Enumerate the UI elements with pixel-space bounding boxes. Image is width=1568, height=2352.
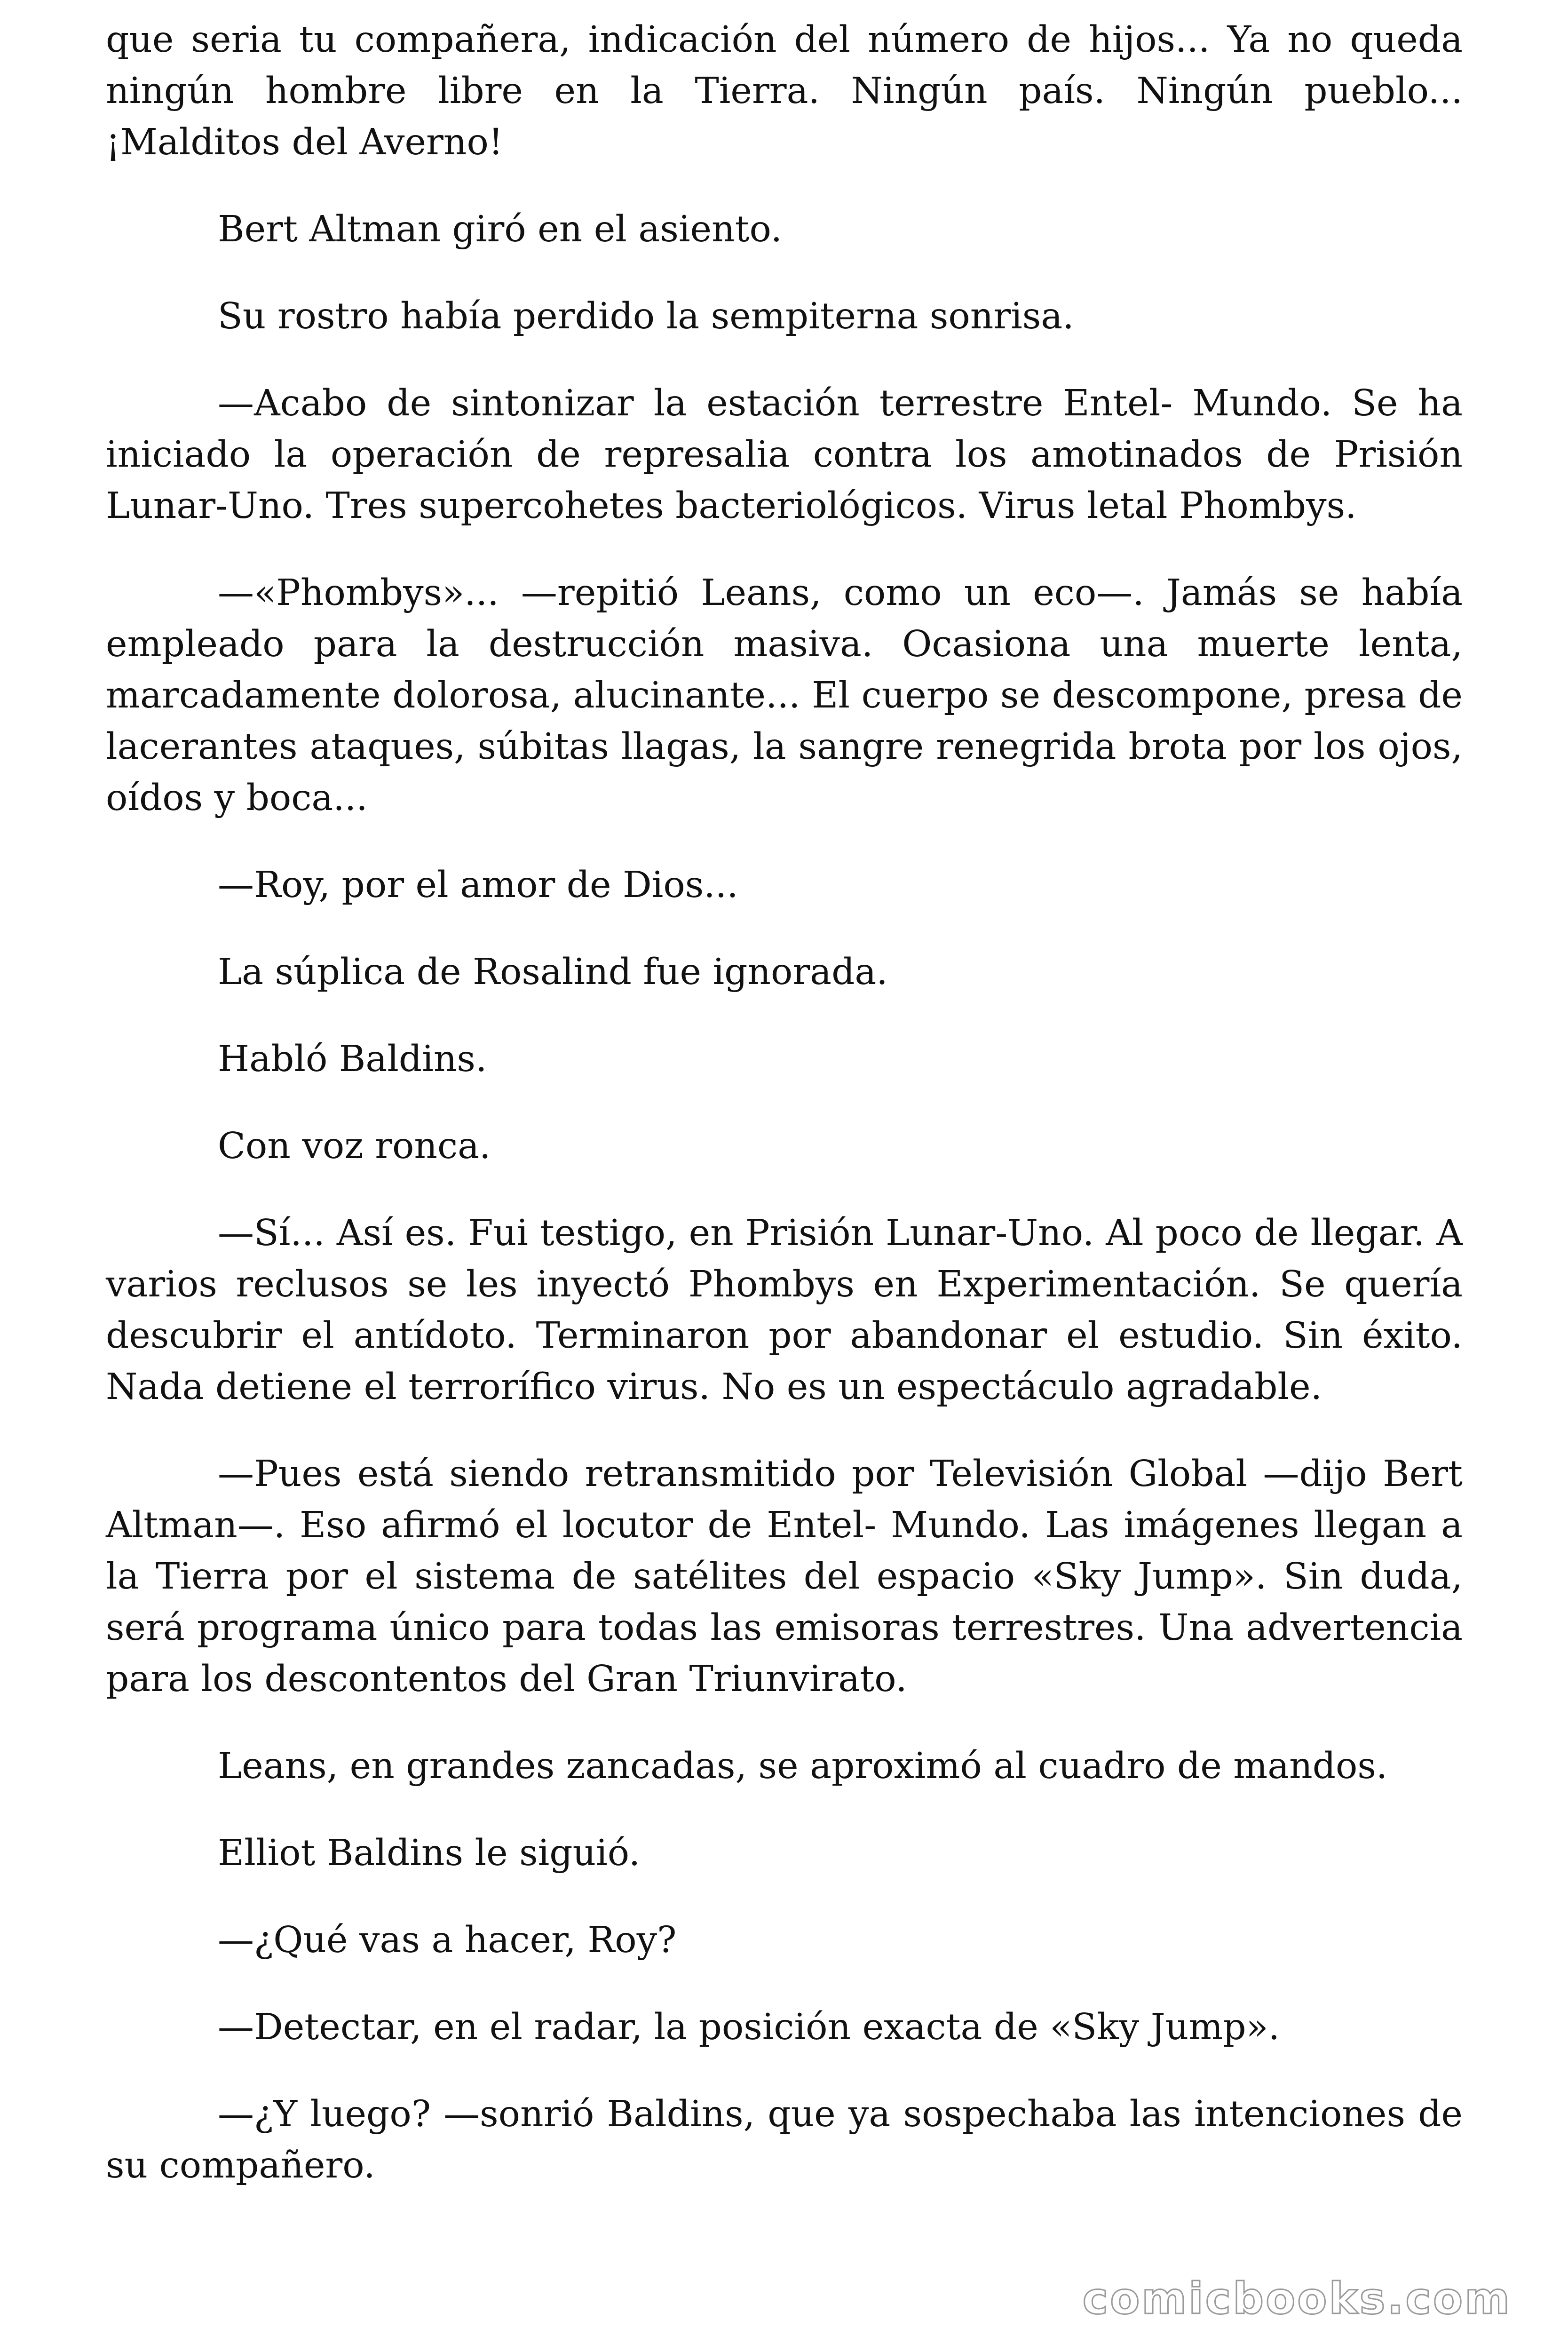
paragraph-11: —Pues está siendo retransmitido por Televisión Global —dijo Bert Altman—. Eso afirmó el locutor de Entel- Mundo. Las imágenes llegan a la Tierra por el sistema de satélites del espacio «Sky Jump». Sin duda, será programa único para todas las emisoras terrestres. Una advertencia para los descontentos del Gran Triunvirato. (106, 1453, 1463, 1700)
paragraph-15: —Detectar, en el radar, la posición exacta de «Sky Jump». (218, 2006, 1280, 2048)
book-page (106, 14, 1463, 2227)
paragraph-4: —Acabo de sintonizar la estación terrestre Entel- Mundo. Se ha iniciado la operación de represalia contra los amotinados de Prisión Lunar-Uno. Tres supercohetes bacteriológicos. Virus letal Phombys. (106, 382, 1463, 527)
paragraph-2: Bert Altman giró en el asiento. (218, 208, 783, 250)
paragraph-1: que seria tu compañera, indicación del número de hijos... Ya no queda ningún hombre libre en la Tierra. Ningún país. Ningún pueblo... ¡Malditos del Averno! (106, 19, 1463, 163)
paragraph-7: La súplica de Rosalind fue ignorada. (218, 951, 888, 993)
paragraph-12: Leans, en grandes zancadas, se aproximó al cuadro de mandos. (218, 1745, 1388, 1787)
watermark-text: comicbooks.com (1082, 2273, 1512, 2324)
paragraph-6: —Roy, por el amor de Dios... (218, 864, 738, 906)
paragraph-5: —«Phombys»... —repitió Leans, como un eco—. Jamás se había empleado para la destrucción masiva. Ocasiona una muerte lenta, marcadamente dolorosa, alucinante... El cuerpo se descompone, presa de lacerantes ataques, súbitas llagas, la sangre renegrida brota por los ojos, oídos y boca... (106, 572, 1463, 819)
paragraph-16: —¿Y luego? —sonrió Baldins, que ya sospechaba las intenciones de su compañero. (106, 2093, 1463, 2186)
paragraph-13: Elliot Baldins le siguió. (218, 1832, 641, 1874)
paragraph-8: Habló Baldins. (218, 1038, 487, 1080)
paragraph-14: —¿Qué vas a hacer, Roy? (218, 1919, 677, 1961)
paragraph-10: —Sí... Así es. Fui testigo, en Prisión Lunar-Uno. Al poco de llegar. A varios reclusos se les inyectó Phombys en Experimentación. Se quería descubrir el antídoto. Terminaron por abandonar el estudio. Sin éxito. Nada detiene el terrorífico virus. No es un espectáculo agradable. (106, 1212, 1463, 1408)
paragraph-3: Su rostro había perdido la sempiterna sonrisa. (218, 295, 1074, 337)
paragraph-9: Con voz ronca. (218, 1125, 491, 1167)
